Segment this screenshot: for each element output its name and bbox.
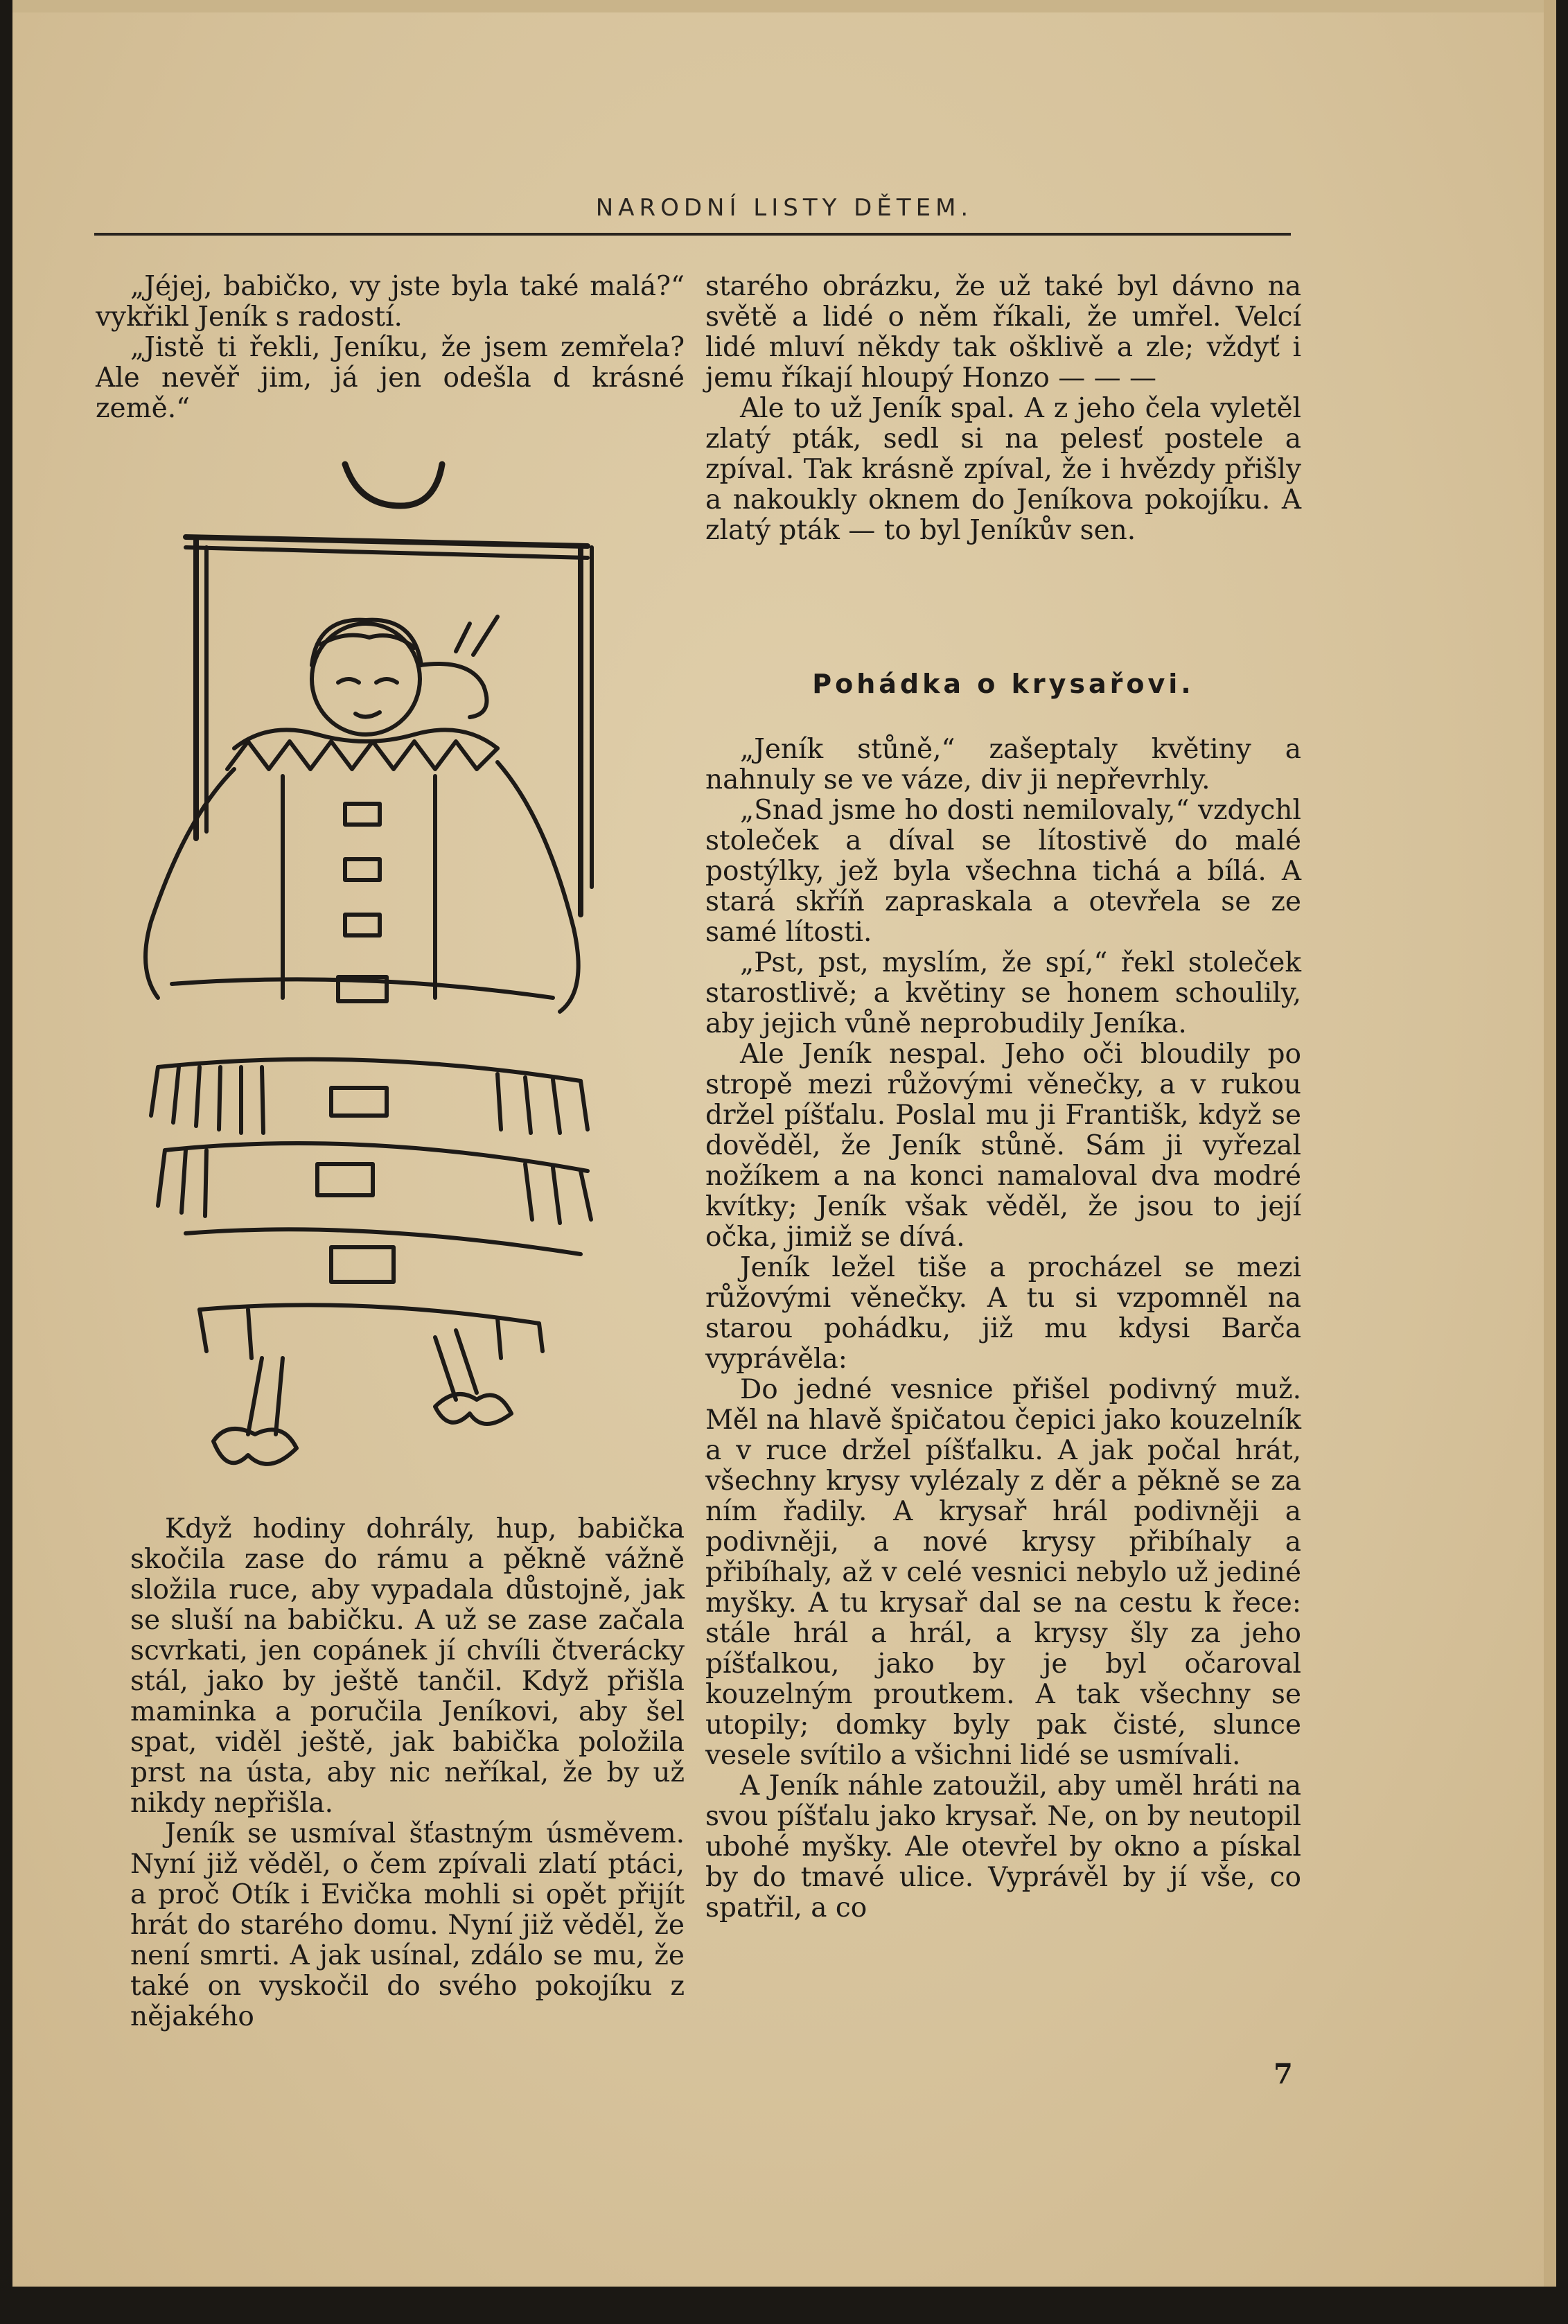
page-edge bbox=[1544, 0, 1556, 2287]
newspaper-page bbox=[12, 0, 1556, 2287]
paragraph: Ale Jeník nespal. Jeho oči bloudily po stropě mezi růžovými věnečky, a v rukou držel píšťalu. Poslal mu ji Františk, když se dověděl, že Jeník stůně. Sám ji vyřezal nožíkem a na konci namaloval dva modré kvítky; Jeník však věděl, že jsou to její očka, jimiž se dívá. bbox=[705, 1039, 1301, 1253]
paragraph: „Jéjej, babičko, vy jste byla také malá?“ vykřikl Jeník s radostí. bbox=[96, 271, 685, 333]
paragraph: Ale to už Jeník spal. A z jeho čela vyletěl zlatý pták, sedl si na pelesť postele a zpíval. Tak krásně zpíval, že i hvězdy přišly a nakoukly oknem do Jeníkova pokojíku. A zlatý pták — to byl Jeníkův sen. bbox=[705, 393, 1301, 546]
paragraph: „Snad jsme ho dosti nemilovaly,“ vzdychl stoleček a díval se lítostivě do malé postýlky, jež byla všechna tichá a bílá. A stará skříň zapraskala a otevřela se ze samé lítosti. bbox=[705, 795, 1301, 948]
left-column-top bbox=[96, 272, 685, 424]
header-rule bbox=[94, 233, 1291, 236]
paragraph: Jeník ležel tiše a procházel se mezi růžovými věnečky. A tu si vzpomněl na starou pohádku, již mu kdysi Barča vyprávěla: bbox=[705, 1252, 1301, 1375]
story-title: Pohádka o krysařovi. bbox=[812, 669, 1195, 699]
left-column-bottom bbox=[130, 1514, 685, 2032]
right-column-story bbox=[705, 734, 1301, 1924]
paragraph: Když hodiny dohrály, hup, babička skočila zase do rámu a pěkně vážně složila ruce, aby vypadala důstojně, jak se sluší na babičku. A už se zase začala scvrkati, jen copánek jí chvíli čtverácky stál, jako by ještě tančil. Když přišla maminka a poručila Jeníkovi, aby šel spat, viděl ještě, jak babička položila prst na ústa, aby nic neříkal, že by už nikdy nepřišla. bbox=[130, 1513, 685, 1819]
page-header: NARODNÍ LISTY DĚTEM. bbox=[595, 194, 974, 222]
paragraph: A Jeník náhle zatoužil, aby uměl hráti na svou píšťalu jako krysař. Ne, on by neutopil ubohé myšky. Ale otevřel by okno a pískal by do tmavé ulice. Vyprávěl by jí vše, co spatřil, a co bbox=[705, 1770, 1301, 1924]
paragraph: „Pst, pst, myslím, že spí,“ řekl stoleček starostlivě; a květiny se honem schoulily, aby jejich vůně neprobudily Jeníka. bbox=[705, 947, 1301, 1039]
right-column-top bbox=[705, 272, 1301, 546]
paragraph: „Jeník stůně,“ zašeptaly květiny a nahnuly se ve váze, div ji nepřevrhly. bbox=[705, 734, 1301, 795]
paragraph: starého obrázku, že už také byl dávno na světě a lidé o něm říkali, že umřel. Velcí lidé mluví někdy tak ošklivě a zle; vždyť i jemu říkají hloupý Honzo — — — bbox=[705, 271, 1301, 394]
top-edge bbox=[12, 0, 1556, 12]
girl-illustration bbox=[109, 443, 705, 1504]
page-number: 7 bbox=[1274, 2058, 1293, 2090]
paragraph: Jeník se usmíval šťastným úsměvem. Nyní již věděl, o čem zpívali zlatí ptáci, a proč Otík i Evička mohli si opět přijít hrát do starého domu. Nyní již věděl, že není smrti. A jak usínal, zdálo se mu, že také on vyskočil do svého pokojíku z nějakého bbox=[130, 1818, 685, 2032]
paragraph: Do jedné vesnice přišel podivný muž. Měl na hlavě špičatou čepici jako kouzelník a v ruce držel píšťalku. A jak počal hrát, všechny krysy vylézaly z děr a pěkně se za ním řadily. A krysař hrál podivněji a podivněji, a nové krysy přibíhaly a přibíhaly, až v celé vesnici nebylo už jediné myšky. A tu krysař dal se na cestu k řece: stále hrál a hrál, a krysy šly za jeho píšťalkou, jako by je byl očaroval kouzelným proutkem. A tak všechny se utopily; domky byly pak čisté, slunce vesele svítilo a všichni lidé se usmívali. bbox=[705, 1374, 1301, 1771]
paragraph: „Jistě ti řekli, Jeníku, že jsem zemřela? Ale nevěř jim, já jen odešla d krásné země.“ bbox=[96, 332, 685, 424]
